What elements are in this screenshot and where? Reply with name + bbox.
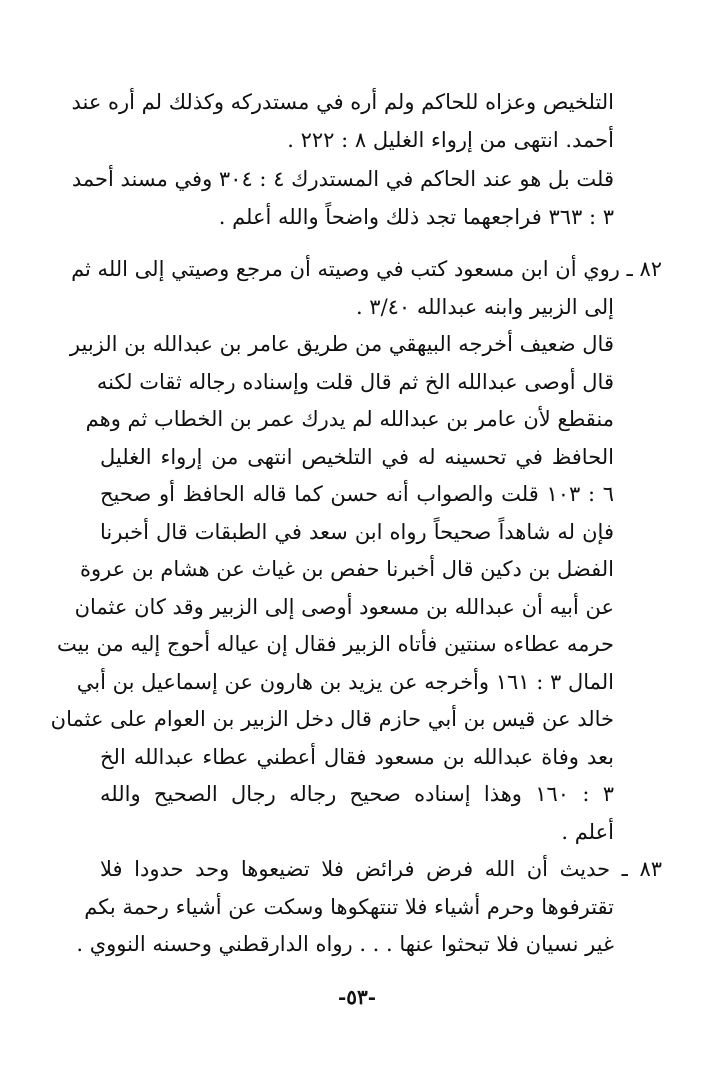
paragraph-takhrij-continuation [71, 84, 614, 159]
paragraph-author-note [71, 161, 614, 236]
text-line: قلت بل هو عند الحاكم في المستدرك ٤ : ٣٠٤ وفي مسند أحمد [71, 167, 614, 191]
hadith-entry-83-continuation [76, 889, 614, 964]
text-line: ٦ : ١٠٣ قلت والصواب أنه حسن كما قاله الحافظ أو صحيح [100, 482, 614, 506]
text-line: الحافظ في تحسينه له في التلخيص انتهى من إرواء الغليل [100, 444, 614, 469]
text-line: حرمه عطاءه سنتين فأتاه الزبير فقال إن عياله أحوج إليه من بيت [57, 632, 614, 656]
text-line: ٣ : ١٦٠ وهذا إسناده صحيح رجاله رجال الصحيح والله [100, 782, 614, 806]
text-line: إلى الزبير وابنه عبدالله ٣/٤٠ . [355, 294, 614, 319]
text-line: خالد عن قيس بن أبي حازم قال دخل الزبير بن العوام على عثمان [50, 707, 614, 731]
text-line: قال أوصى عبدالله الخ ثم قال قلت وإسناده رجاله ثقات لكنه [96, 369, 614, 394]
hadith-entry-82 [71, 251, 662, 289]
text-line: تقترفوها وحرم أشياء فلا تنتهكوها وسكت عن أشياء رحمة بكم [84, 894, 614, 919]
text-line: بعد وفاة عبدالله بن مسعود فقال أعطني عطاء عبدالله الخ [100, 744, 614, 769]
text-line: فإن له شاهداً صحيحاً رواه ابن سعد في الطبقات قال أخبرنا [100, 519, 614, 544]
hadith-entry-83 [100, 851, 662, 889]
text-line: أعلم . [561, 819, 614, 844]
text-line: أحمد. انتهى من إرواء الغليل ٨ : ٢٢٢ . [287, 127, 614, 152]
text-line: قال ضعيف أخرجه البيهقي من طريق عامر بن عبدالله بن الزبير [69, 332, 614, 356]
text-line: عن أبيه أن عبدالله بن مسعود أوصى إلى الزبير وقد كان عثمان [74, 594, 614, 619]
text-line: ٣ : ٣٦٣ فراجعهما تجد ذلك واضحاً والله أعلم . [218, 204, 614, 229]
paragraph-commentary-82 [50, 326, 614, 851]
text-line: المال ٣ : ١٦١ وأخرجه عن يزيد بن هارون عن إسماعيل بن أبي [76, 669, 614, 694]
page-number: -٥٣- [337, 985, 377, 1009]
text-line: التلخيص وعزاه للحاكم ولم أره في مستدركه وكذلك لم أره عند [71, 90, 614, 114]
text-line: غير نسيان فلا تبحثوا عنها . . . رواه الدارقطني وحسنه النووي . [76, 932, 614, 956]
hadith-entry-82-continuation [100, 289, 614, 327]
text-line: ٨٣ ـ حديث أن الله فرض فرائض فلا تضيعوها وحد حدودا فلا [100, 857, 662, 881]
text-line: الفضل بن دكين قال أخبرنا حفص بن غياث عن هشام بن عروة [79, 557, 614, 581]
text-line: منقطع لأن عامر بن عبدالله لم يدرك عمر بن الخطاب ثم وهم [85, 407, 614, 431]
text-line: ٨٢ ـ روي أن ابن مسعود كتب في وصيته أن مرجع وصيتي إلى الله ثم [71, 257, 662, 281]
